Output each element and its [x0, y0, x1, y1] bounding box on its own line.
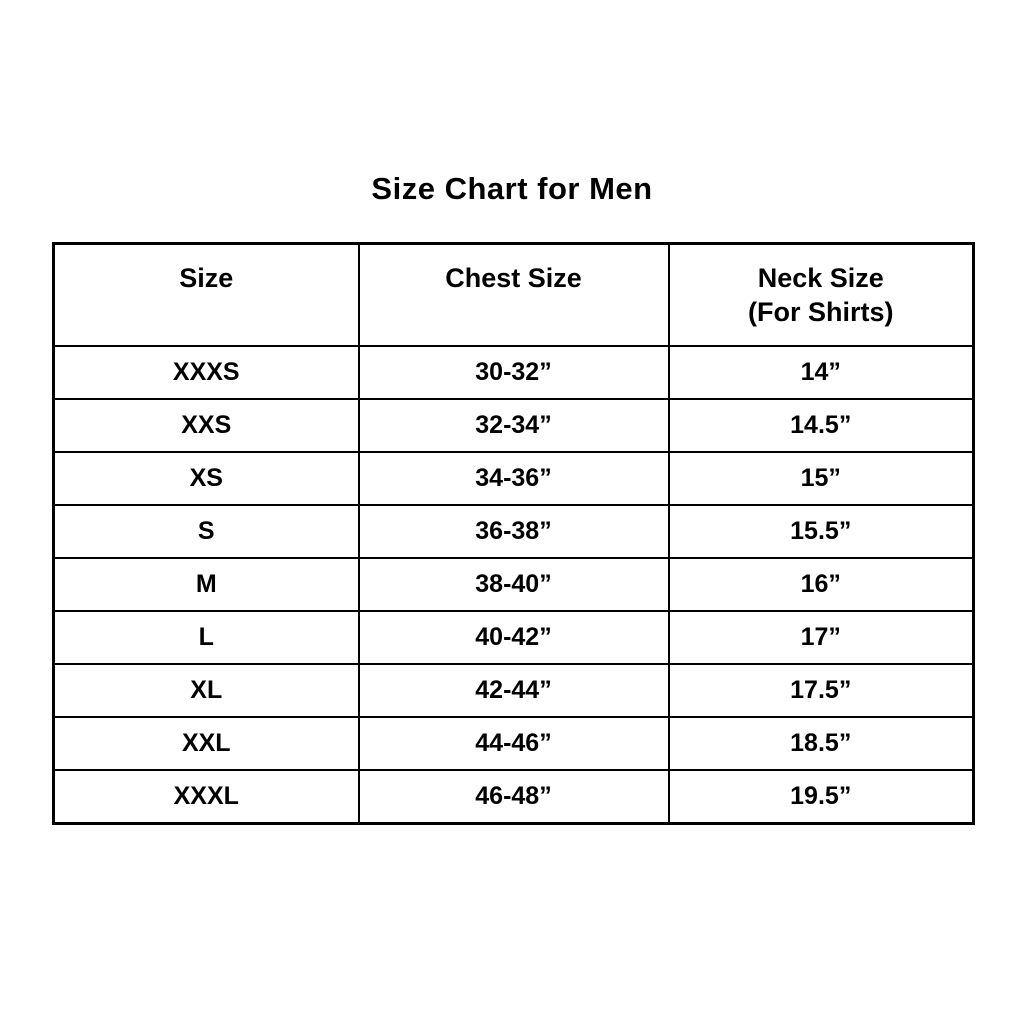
cell-chest-size: 32-34” [359, 399, 669, 452]
cell-neck-size: 18.5” [669, 717, 974, 770]
table-row-l [54, 611, 974, 664]
cell-neck-size: 14.5” [669, 399, 974, 452]
header-neck-size-sublabel: (For Shirts) [748, 297, 894, 327]
cell-neck-size: 15” [669, 452, 974, 505]
cell-neck-size: 17.5” [669, 664, 974, 717]
page-title: Size Chart for Men [371, 171, 653, 206]
table-row-s [54, 505, 974, 558]
cell-chest-size: 46-48” [359, 770, 669, 824]
cell-size: XL [54, 664, 359, 717]
cell-neck-size: 15.5” [669, 505, 974, 558]
cell-neck-size: 17” [669, 611, 974, 664]
cell-chest-size: 34-36” [359, 452, 669, 505]
header-neck-size-label: Neck Size [757, 263, 884, 293]
header-size-label: Size [179, 263, 234, 293]
cell-chest-size: 40-42” [359, 611, 669, 664]
table-row-xl [54, 664, 974, 717]
cell-chest-size: 44-46” [359, 717, 669, 770]
table-row-xxxl [54, 770, 974, 824]
cell-chest-size: 30-32” [359, 346, 669, 399]
header-size [54, 244, 359, 347]
table-row-xxl [54, 717, 974, 770]
cell-neck-size: 19.5” [669, 770, 974, 824]
cell-size: L [54, 611, 359, 664]
table-row-xs [54, 452, 974, 505]
cell-size: S [54, 505, 359, 558]
table-row-xxs [54, 399, 974, 452]
cell-size: XXL [54, 717, 359, 770]
cell-size: XXS [54, 399, 359, 452]
cell-size: XXXL [54, 770, 359, 824]
table-row-m [54, 558, 974, 611]
cell-chest-size: 42-44” [359, 664, 669, 717]
header-row [54, 244, 974, 347]
cell-size: XXXS [54, 346, 359, 399]
header-chest-size [359, 244, 669, 347]
size-chart-table [52, 242, 975, 825]
table-row-xxxs [54, 346, 974, 399]
header-neck-size [669, 244, 974, 347]
header-chest-size-label: Chest Size [445, 263, 582, 293]
cell-chest-size: 36-38” [359, 505, 669, 558]
cell-neck-size: 14” [669, 346, 974, 399]
cell-neck-size: 16” [669, 558, 974, 611]
cell-size: M [54, 558, 359, 611]
cell-chest-size: 38-40” [359, 558, 669, 611]
cell-size: XS [54, 452, 359, 505]
